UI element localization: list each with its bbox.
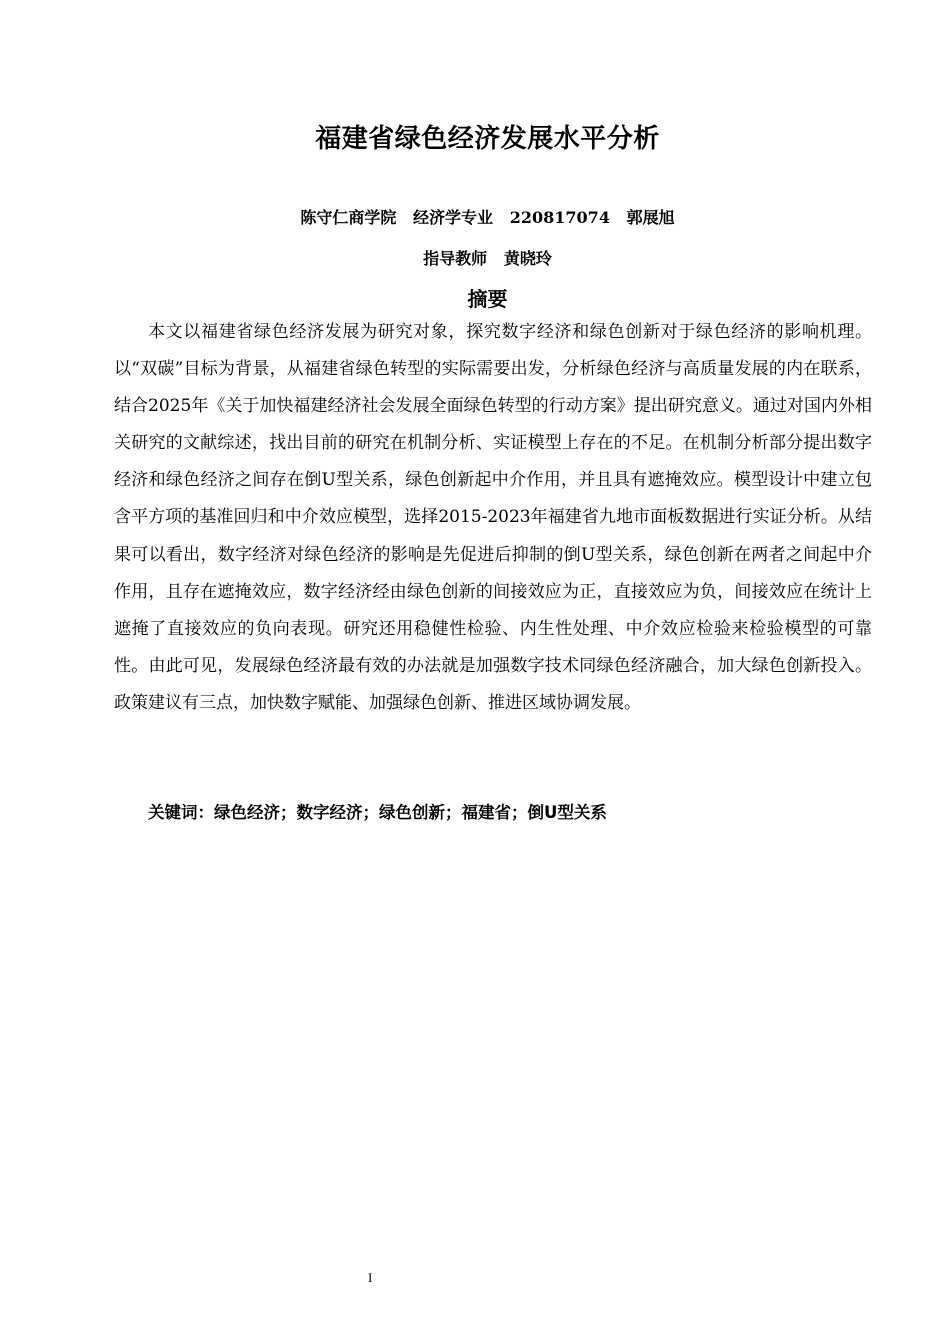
page-number: I [368, 1270, 373, 1285]
abstract-body: 本文以福建省绿色经济发展为研究对象，探究数字经济和绿色创新对于绿色经济的影响机理。以“双碳”目标为背景，从福建省绿色转型的实际需要出发，分析绿色经济与高质量发展的内在联系，结合2025年《关于加快福建经济社会发展全面绿色转型的行动方案》提出研究意义。通过对国内外相关研究的文献综述，找出目前的研究在机制分析、实证模型上存在的不足。在机制分析部分提出数字经济和绿色经济之间存在倒U型关系，绿色创新起中介作用，并且具有遮掩效应。模型设计中建立包含平方项的基准回归和中介效应模型，选择2015-2023年福建省九地市面板数据进行实证分析。从结果可以看出，数字经济对绿色经济的影响是先促进后抑制的倒U型关系，绿色创新在两者之间起中介作用，且存在遮掩效应，数字经济经由绿色创新的间接效应为正，直接效应为负，间接效应在统计上遮掩了直接效应的负向表现。研究还用稳健性检验、内生性处理、中介效应检验来检验模型的可靠性。由此可见，发展绿色经济最有效的办法就是加强数字技术同绿色经济融合，加大绿色创新投入。政策建议有三点，加快数字赋能、加强绿色创新、推进区域协调发展。 [114, 322, 872, 713]
author-info: 陈守仁商学院 经济学专业 220817074 郭展旭 [300, 208, 675, 227]
advisor-info: 指导教师 黄晓玲 [423, 249, 552, 268]
paper-title: 福建省绿色经济发展水平分析 [315, 124, 660, 154]
keywords-line: 关键词：绿色经济；数字经济；绿色创新；福建省；倒U型关系 [148, 803, 607, 822]
abstract-heading: 摘要 [467, 287, 508, 311]
